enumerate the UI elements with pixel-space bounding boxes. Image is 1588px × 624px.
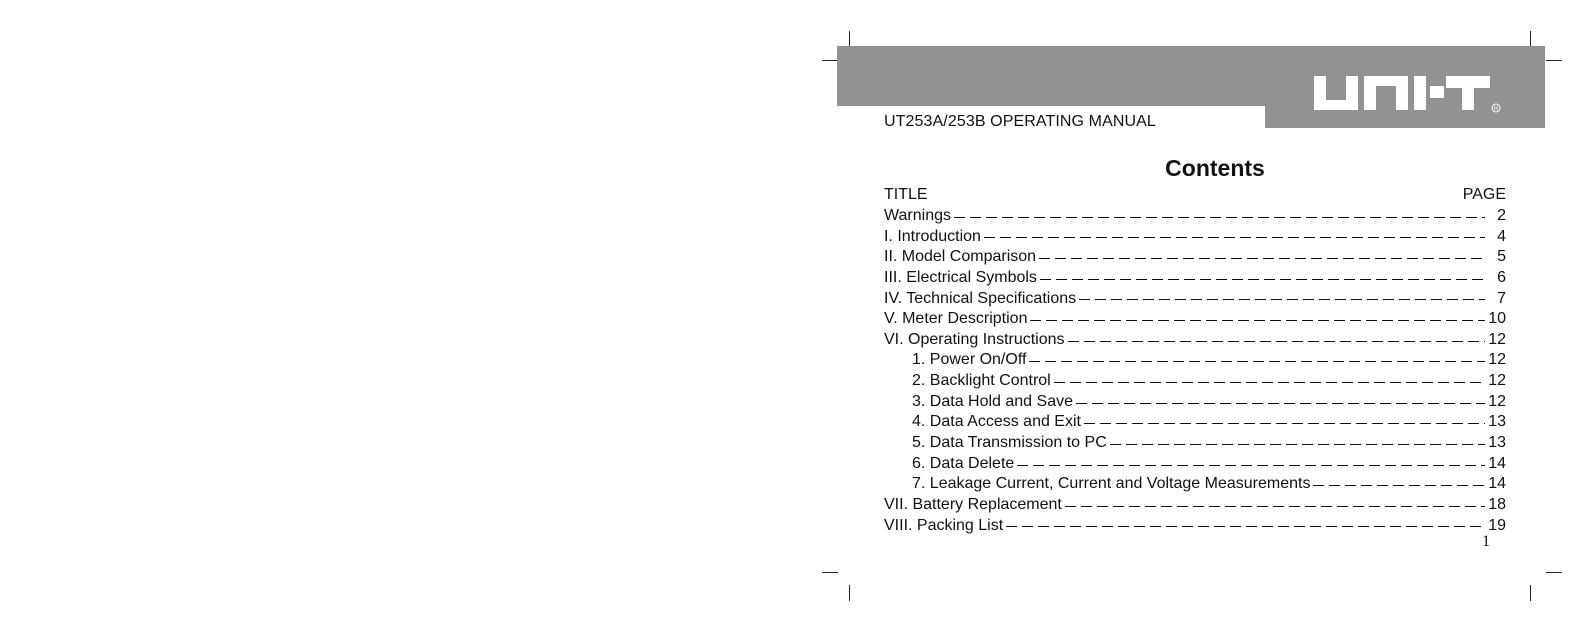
dash-leader (1006, 526, 1485, 527)
toc-entry-title: IV. Technical Specifications (884, 289, 1077, 307)
toc-entry-title: III. Electrical Symbols (884, 268, 1037, 286)
toc-entry-title: 5. Data Transmission to PC (912, 434, 1107, 452)
toc-entry (884, 227, 1506, 248)
toc-entry-title: VI. Operating Instructions (884, 330, 1065, 348)
page-column-header: PAGE (1462, 186, 1506, 203)
toc-entry (884, 289, 1506, 310)
toc-subentry (884, 412, 1506, 433)
svg-text:R: R (1493, 106, 1499, 113)
toc-entry-page: 7 (1497, 289, 1506, 307)
dash-leader (1110, 444, 1485, 445)
toc-entry (884, 247, 1506, 268)
toc-entry-page: 10 (1488, 310, 1506, 328)
toc-entry-page: 18 (1488, 495, 1506, 513)
toc-entry-title: 4. Data Access and Exit (912, 413, 1081, 431)
toc-entry-page: 14 (1488, 475, 1506, 493)
dash-leader (1065, 506, 1485, 507)
toc-entry (884, 309, 1506, 330)
toc-entry-title: 7. Leakage Current, Current and Voltage Measurements (912, 475, 1311, 493)
dash-leader (1030, 320, 1485, 321)
contents-heading: Contents (1165, 155, 1265, 181)
toc-entry-title: I. Introduction (884, 227, 981, 245)
crop-mark-top-right (1530, 31, 1531, 47)
toc-entry-title: VII. Battery Replacement (884, 495, 1062, 513)
toc-subentry (884, 433, 1506, 454)
crop-mark-left-top (822, 60, 838, 61)
toc-entry (884, 495, 1506, 516)
toc-entry-page: 6 (1497, 268, 1506, 286)
toc-entry-page: 2 (1497, 207, 1506, 224)
toc-entry-page: 14 (1488, 454, 1506, 472)
toc-entry-page: 19 (1488, 516, 1506, 534)
crop-mark-right-bottom (1546, 572, 1562, 573)
toc-entry-title: 1. Power On/Off (912, 351, 1027, 369)
toc-subentry (884, 392, 1506, 413)
dash-leader (1068, 341, 1485, 342)
toc-entry-title: Warnings (884, 207, 951, 224)
toc-entry-title: VIII. Packing List (884, 516, 1004, 534)
toc-entry-page: 13 (1488, 434, 1506, 452)
toc-entry (884, 516, 1506, 537)
document-title: UT253A/253B OPERATING MANUAL (884, 113, 1156, 130)
toc-subentry (884, 371, 1506, 392)
uni-t-logo (1312, 70, 1502, 118)
toc-entry-page: 12 (1488, 392, 1506, 410)
toc-entry-title: 2. Backlight Control (912, 372, 1051, 390)
dash-leader (1040, 279, 1485, 280)
dash-leader (1079, 299, 1485, 300)
toc-entry-title: 3. Data Hold and Save (912, 392, 1073, 410)
crop-mark-bottom-right (1530, 585, 1531, 601)
crop-mark-right-top (1546, 60, 1562, 61)
dash-leader (1039, 258, 1485, 259)
toc-subentry (884, 350, 1506, 371)
toc-subentry (884, 474, 1506, 495)
dash-leader (1313, 485, 1485, 486)
toc-entry (884, 206, 1506, 227)
toc-entry-title: 6. Data Delete (912, 454, 1015, 472)
title-column-header: TITLE (884, 186, 928, 203)
table-of-contents (884, 206, 1506, 536)
toc-entry-page: 12 (1488, 372, 1506, 390)
dash-leader (1054, 382, 1485, 383)
toc-entry-page: 13 (1488, 413, 1506, 431)
toc-entry-title: V. Meter Description (884, 310, 1028, 328)
dash-leader (1017, 465, 1485, 466)
toc-column-headers (884, 186, 1506, 206)
crop-mark-bottom-left (849, 585, 850, 601)
crop-mark-left-bottom (822, 572, 838, 573)
toc-subentry (884, 454, 1506, 475)
dash-leader (1084, 423, 1485, 424)
toc-entry-page: 5 (1497, 248, 1506, 266)
toc-entry-title: II. Model Comparison (884, 248, 1037, 266)
toc-entry (884, 330, 1506, 351)
dash-leader (1076, 403, 1485, 404)
toc-entry-page: 12 (1488, 351, 1506, 369)
toc-entry (884, 268, 1506, 289)
toc-entry-page: 12 (1488, 330, 1506, 348)
dash-leader (984, 237, 1485, 238)
toc-entry-page: 4 (1497, 227, 1506, 245)
crop-mark-top-left (849, 31, 850, 47)
dash-leader (954, 217, 1485, 218)
dash-leader (1029, 361, 1485, 362)
page-number: 1 (1482, 533, 1490, 550)
